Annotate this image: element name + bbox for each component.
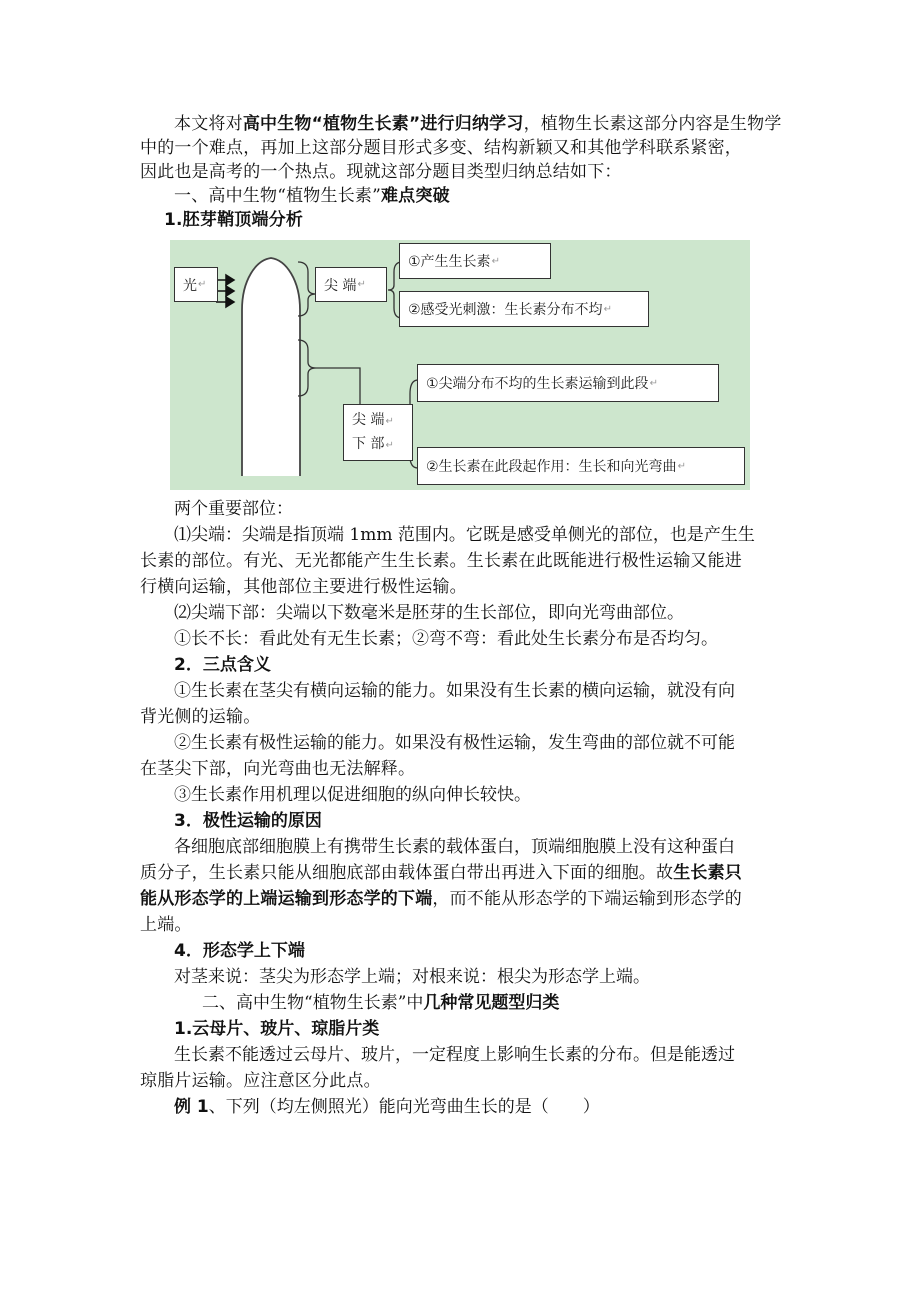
below-item-2-box (417, 447, 745, 485)
three-meanings-title: 2．三点含义 (174, 655, 271, 675)
two-parts-heading: 两个重要部位： (174, 499, 293, 519)
example-question: 、下列（均左侧照光）能向光弯曲生长的是（ ） (208, 1097, 600, 1117)
section1-title (140, 184, 785, 208)
example-1 (140, 1094, 785, 1120)
morphology-line: 对茎来说：茎尖为形态学上端；对根来说：根尖为形态学上端。 (174, 967, 650, 987)
below-item-1-label: ①尖端分布不均的生长素运输到此段 (426, 376, 649, 392)
below-tip-line-2 (352, 433, 394, 457)
document-body-continued (140, 496, 785, 1120)
two-parts-p1-line1: ⑴尖端：尖端是指顶端 1mm 范围内。它既是感受单侧光的部位，也是产生生 (174, 525, 755, 545)
tip-item-2-box (399, 291, 649, 327)
intro-text: ，植物生长素这部分内容是生物学 (523, 114, 782, 134)
intro-bold-text: 高中生物“植物生长素”进行归纳学习 (242, 114, 524, 134)
morphology-title: 4．形态学上下端 (174, 941, 305, 961)
polar-text: ，而不能从形态学的下端运输到形态学的 (432, 889, 743, 909)
section2-title-bold: 几种常见题型归类 (423, 993, 560, 1013)
tip-item-1-box (399, 243, 551, 279)
coleoptile-diagram (170, 240, 750, 490)
polar-line1: 各细胞底部细胞膜上有携带生长素的载体蛋白，顶端细胞膜上没有这种蛋白 (174, 837, 735, 857)
intro-line-1 (140, 112, 785, 136)
two-parts-p3: ①长不长：看此处有无生长素；②弯不弯：看此处生长素分布是否均匀。 (174, 629, 718, 649)
intro-line-2: 中的一个难点，再加上这部分题目形式多变、结构新颖又和其他学科联系紧密， (140, 138, 742, 158)
tip-box (315, 267, 387, 302)
meaning-3: ③生长素作用机理以促进细胞的纵向伸长较快。 (174, 785, 531, 805)
polar-line3 (140, 886, 785, 912)
return-mark-icon: ↵ (603, 303, 612, 315)
intro-line-3: 因此也是高考的一个热点。现就这部分题目类型归纳总结如下： (140, 162, 622, 182)
light-arrows-icon (216, 275, 234, 307)
return-mark-icon: ↵ (491, 255, 500, 267)
return-mark-icon: ↵ (357, 279, 366, 290)
polar-bold-text: 能从形态学的上端运输到形态学的下端 (140, 889, 433, 909)
section2-title (140, 990, 785, 1016)
subsection-coleoptile-tip: 1.胚芽鞘顶端分析 (164, 210, 304, 230)
polar-line4: 上端。 (140, 915, 192, 935)
return-mark-icon: ↵ (649, 377, 658, 389)
tip-label: 尖 端 (324, 277, 357, 294)
tip-item-1-label: ①产生生长素 (408, 254, 491, 270)
section1-title-plain: 一、高中生物“植物生长素” (174, 186, 381, 206)
light-label: 光 (183, 277, 197, 294)
return-mark-icon: ↵ (385, 415, 394, 427)
document-body (140, 112, 785, 232)
below-tip-label-1: 尖 端 (352, 411, 385, 428)
below-item-1-box (417, 364, 719, 402)
below-tip-line-1 (352, 409, 394, 433)
return-mark-icon: ↵ (677, 460, 686, 472)
below-tip-label-2: 下 部 (352, 435, 385, 452)
return-mark-icon: ↵ (198, 279, 207, 290)
section2-sub1: 1.云母片、玻片、琼脂片类 (174, 1019, 380, 1039)
meaning-2-line2: 在茎尖下部，向光弯曲也无法解释。 (140, 759, 416, 779)
coleoptile-icon (242, 258, 300, 476)
meaning-1-line1: ①生长素在茎尖有横向运输的能力。如果没有生长素的横向运输，就没有向 (174, 681, 735, 701)
polar-bold-text: 生长素只 (673, 863, 743, 883)
meaning-2-line1: ②生长素有极性运输的能力。如果没有极性运输，发生弯曲的部位就不可能 (174, 733, 735, 753)
two-parts-p1-line3: 行横向运输，其他部位主要进行极性运输。 (140, 577, 467, 597)
section2-line1: 生长素不能透过云母片、玻片，一定程度上影响生长素的分布。但是能透过 (174, 1045, 735, 1065)
polar-line2 (140, 860, 785, 886)
light-box (174, 267, 218, 302)
two-parts-p2: ⑵尖端下部：尖端以下数毫米是胚芽的生长部位，即向光弯曲部位。 (174, 603, 684, 623)
section2-title-plain: 二、高中生物“植物生长素”中 (202, 993, 424, 1013)
below-tip-box (343, 404, 413, 461)
polar-transport-title: 3．极性运输的原因 (174, 811, 322, 831)
intro-text: 本文将对 (174, 114, 243, 134)
return-mark-icon: ↵ (385, 439, 394, 451)
tip-item-2-label: ②感受光刺激：生长素分布不均 (408, 302, 603, 318)
meaning-1-line2: 背光侧的运输。 (140, 707, 261, 727)
below-item-2-label: ②生长素在此段起作用：生长和向光弯曲 (426, 459, 677, 475)
two-parts-p1-line2: 长素的部位。有光、无光都能产生生长素。生长素在此既能进行极性运输又能进 (140, 551, 742, 571)
section1-title-bold: 难点突破 (380, 186, 450, 206)
polar-text: 质分子，生长素只能从细胞底部由载体蛋白带出再进入下面的细胞。故 (140, 863, 674, 883)
example-label: 例 1 (174, 1097, 209, 1117)
section2-line2: 琼脂片运输。应注意区分此点。 (140, 1071, 381, 1091)
